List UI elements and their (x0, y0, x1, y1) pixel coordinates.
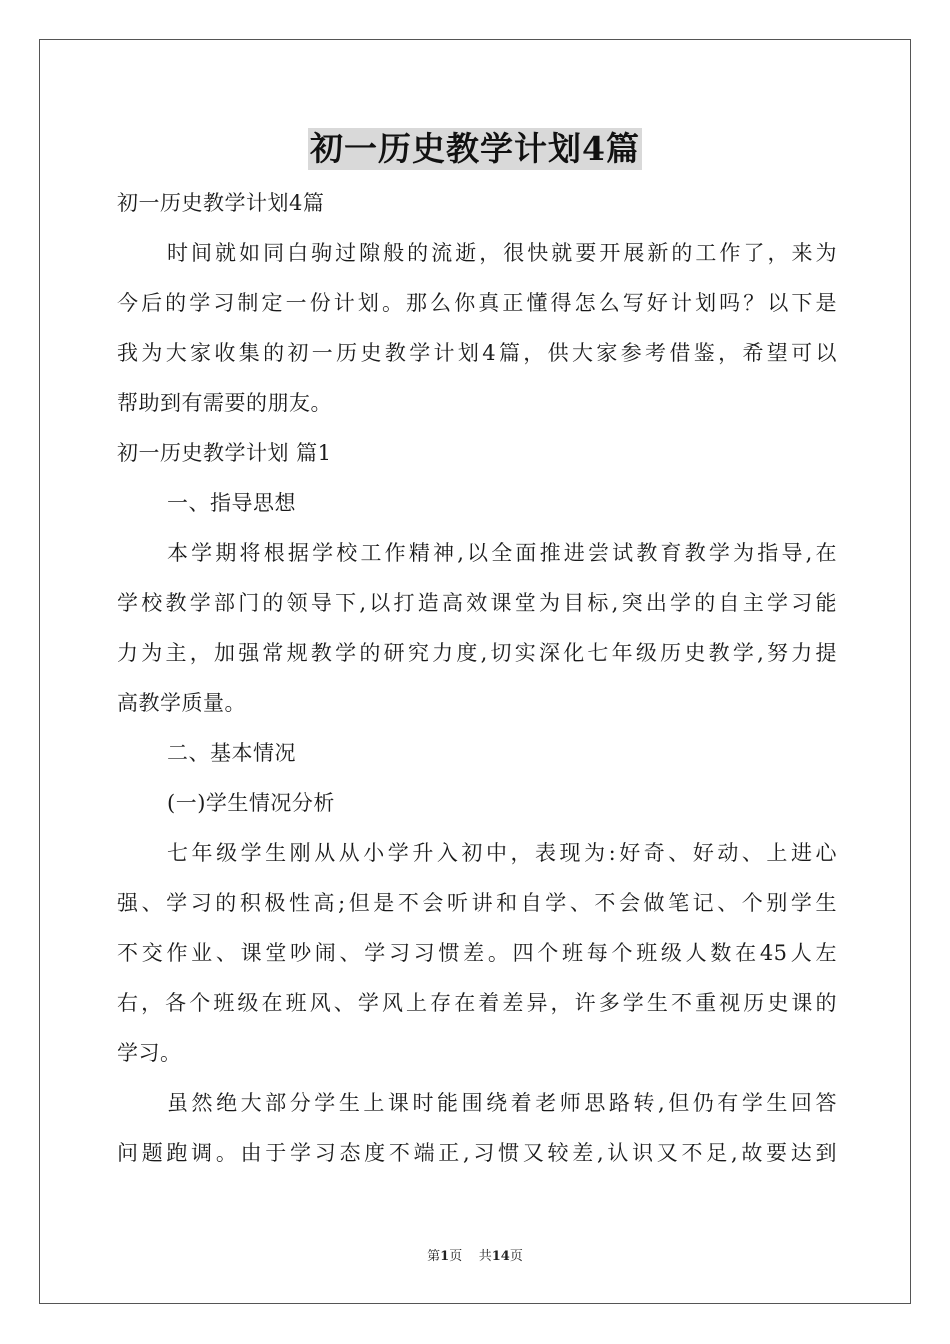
text-line: 力为主，加强常规教学的研究力度,切实深化七年级历史教学,努力提 (117, 641, 837, 665)
text-line: 高教学质量。 (117, 691, 246, 715)
footer-total-prefix: 共 (478, 1249, 492, 1264)
text-line: 帮助到有需要的朋友。 (117, 391, 332, 415)
footer-total-suffix: 页 (509, 1249, 523, 1264)
text-line: 学校教学部门的领导下,以打造高效课堂为目标,突出学的自主学习能 (117, 591, 837, 615)
text-line: 初一历史教学计划4篇 (117, 191, 325, 215)
text-line: 问题跑调。由于学习态度不端正,习惯又较差,认识又不足,故要达到 (117, 1141, 837, 1165)
text-line: 七年级学生刚从从小学升入初中，表现为:好奇、好动、上进心 (167, 841, 837, 865)
text-line: 二、基本情况 (167, 741, 296, 765)
text-line: 初一历史教学计划 篇1 (117, 441, 332, 465)
text-line: 右，各个班级在班风、学风上存在着差异，许多学生不重视历史课的 (117, 991, 837, 1015)
text-line: 强、学习的积极性高;但是不会听讲和自学、不会做笔记、个别学生 (117, 891, 837, 915)
text-line: 学习。 (117, 1041, 182, 1065)
page-footer (0, 1245, 950, 1264)
text-line: 不交作业、课堂吵闹、学习习惯差。四个班每个班级人数在45人左 (117, 941, 837, 965)
footer-total-pages: 14 (491, 1249, 510, 1264)
text-line: 虽然绝大部分学生上课时能围绕着老师思路转,但仍有学生回答 (167, 1091, 837, 1115)
text-line: 一、指导思想 (167, 491, 296, 515)
document-body (117, 178, 837, 1178)
text-line: 时间就如同白驹过隙般的流逝，很快就要开展新的工作了，来为 (167, 241, 837, 265)
text-line: 我为大家收集的初一历史教学计划4篇，供大家参考借鉴，希望可以 (117, 341, 837, 365)
footer-page-suffix: 页 (449, 1249, 463, 1264)
footer-page-prefix: 第 (427, 1249, 441, 1264)
text-line: 今后的学习制定一份计划。那么你真正懂得怎么写好计划吗？以下是 (117, 291, 837, 315)
title-container (0, 128, 950, 170)
text-line: 本学期将根据学校工作精神,以全面推进尝试教育教学为指导,在 (167, 541, 837, 565)
document-title: 初一历史教学计划4篇 (310, 129, 640, 168)
footer-page-number: 1 (440, 1249, 450, 1264)
text-line: (一)学生情况分析 (167, 791, 335, 815)
